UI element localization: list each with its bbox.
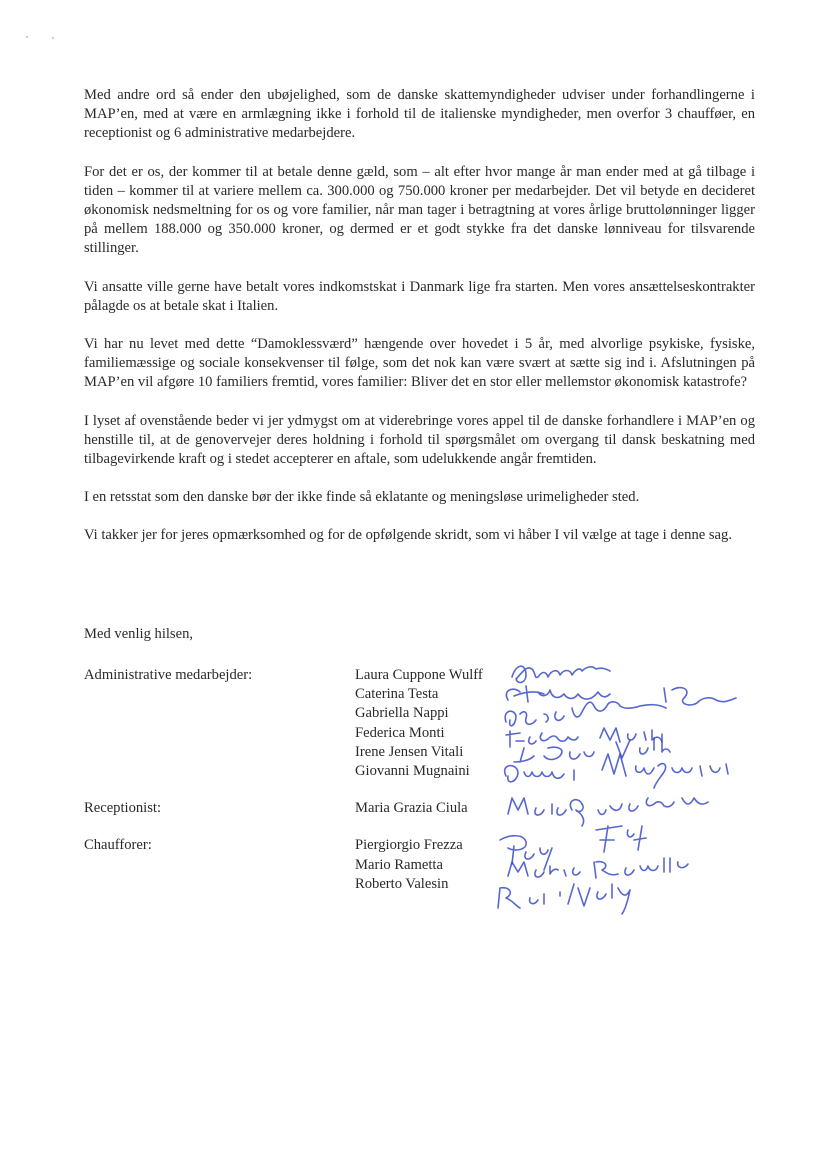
closing-greeting: Med venlig hilsen, — [84, 626, 194, 642]
reception-group — [84, 799, 764, 818]
signatory-name: Mario Rametta — [355, 856, 443, 873]
drivers-label: Chaufforer: — [84, 837, 152, 854]
paragraph-2: For det er os, der kommer til at betale denne gæld, som – alt efter hvor mange år man ender med at gå tilbage i tiden – kommer til at variere mellem ca. 300.000 og 750.000 kroner per medarbejder. Det vil betyde en decideret økonomisk nedsmeltning for os og vore familier, når man tager i betragtning at vores årlige bruttolønninger ligger på mellem 188.000 og 350.000 kroner, og dermed er et godt stykke fra det danske lønniveau for tilsvarende stillinger. — [84, 163, 755, 257]
signatory-name: Piergiorgio Frezza — [355, 837, 463, 854]
admin-names — [355, 666, 483, 781]
signatory-name: Giovanni Mugnaini — [355, 763, 470, 780]
signatory-name: Laura Cuppone Wulff — [355, 667, 483, 683]
paragraph-5: I lyset af ovenstående beder vi jer ydmygst om at viderebringe vores appel til de danske forhandlere i MAP’en og henstille til, at de genovervejer deres holdning i forhold til spørgsmålet om overgang til dansk beskatning med tilbagevirkende kraft og i stedet accepterer en aftale, som udelukkende angår fremtiden. — [84, 412, 755, 468]
reception-label: Receptionist: — [84, 800, 162, 817]
paragraph-4: Vi har nu levet med dette “Damoklessværd” hængende over hovedet i 5 år, med alvorlige psykiske, fysiske, familiemæssige og sociale konsekvenser til følge, som det nok kan være svært at sætte sig ind i. Afslutningen på MAP’en vil afgøre 10 familiers fremtid, vores familier: Bliver det en stor eller mellemstor økonomisk katastrofe? — [84, 336, 755, 391]
paragraph-6: I en retsstat som den danske bør der ikke finde så eklatante og meningsløse urimeligheder sted. — [84, 489, 640, 506]
reception-names — [355, 799, 468, 818]
drivers-group — [84, 836, 764, 894]
signatory-name: Federica Monti — [355, 724, 445, 741]
signature-block — [84, 666, 764, 912]
signatory-name: Irene Jensen Vitali — [355, 743, 464, 760]
paragraph-1: Med andre ord så ender den ubøjelighed, som de danske skattemyndigheder udviser under forhandlingerne i MAP’en, med at være en armlægning ikke i forhold til de italienske myndigheder, men overfor 3 chaufføer, en receptionist og 6 administrative medarbejdere. — [84, 87, 755, 142]
signatory-name: Roberto Valesin — [355, 875, 449, 892]
signatory-name: Maria Grazia Ciula — [355, 800, 468, 817]
drivers-names — [355, 836, 463, 894]
signatory-name: Gabriella Nappi — [355, 705, 449, 722]
admin-label: Administrative medarbejder: — [84, 667, 253, 683]
signatory-name: Caterina Testa — [355, 686, 439, 703]
paragraph-3: Vi ansatte ville gerne have betalt vores indkomstskat i Danmark lige fra starten. Men vores ansættelseskontrakter pålagde os at betale skat i Italien. — [84, 278, 755, 314]
paragraph-7: Vi takker jer for jeres opmærksomhed og for de opfølgende skridt, som vi håber I vil vælge at tage i denne sag. — [84, 527, 732, 544]
admin-group — [84, 666, 764, 781]
letter-body — [84, 86, 755, 565]
scan-marks — [26, 34, 66, 40]
